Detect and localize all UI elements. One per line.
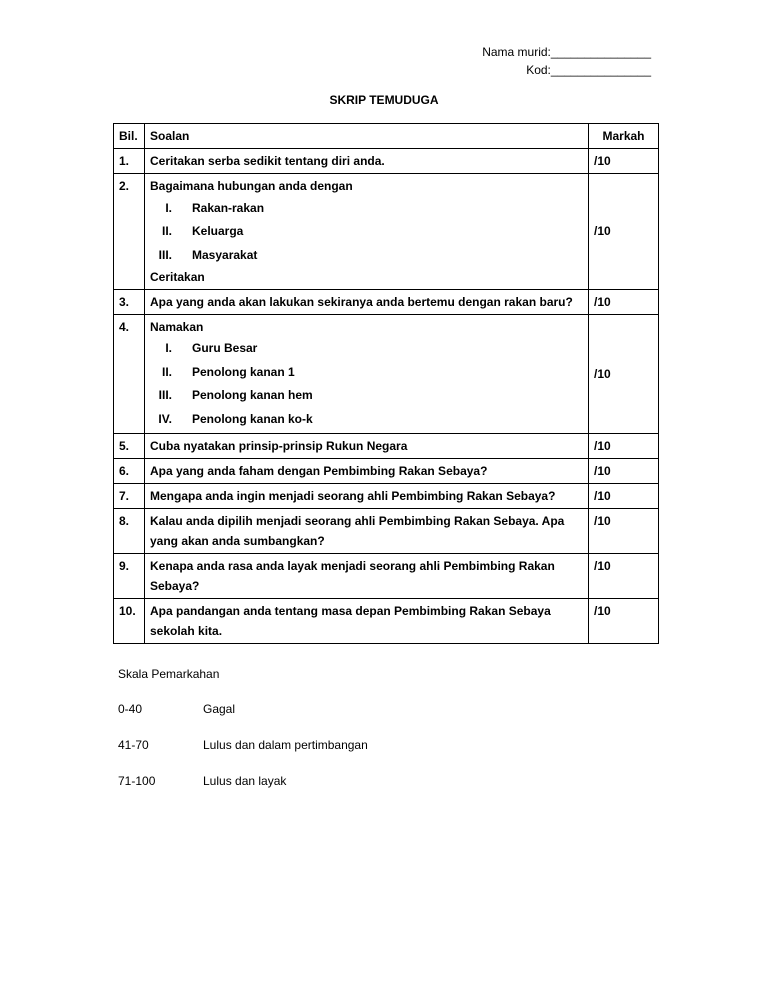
row-number: 6. — [114, 458, 145, 483]
header-markah: Markah — [589, 124, 659, 149]
row-mark: /10 — [589, 598, 659, 643]
scale-range: 71-100 — [118, 774, 156, 788]
row-question: Kenapa anda rasa anda layak menjadi seorang ahli Pembimbing Rakan Sebaya? — [145, 553, 589, 598]
row-number: 7. — [114, 483, 145, 508]
row-number: 8. — [114, 508, 145, 553]
row-number: 1. — [114, 149, 145, 174]
row-number: 5. — [114, 433, 145, 458]
table-row — [114, 598, 659, 643]
table-header-row — [114, 124, 659, 149]
row-question-block — [145, 314, 589, 433]
row-number: 10. — [114, 598, 145, 643]
table-row — [114, 483, 659, 508]
row-mark: /10 — [589, 458, 659, 483]
table-row — [114, 174, 659, 290]
grading-scale-title: Skala Pemarkahan — [118, 667, 220, 681]
sub-item-text: Penolong kanan 1 — [192, 364, 295, 379]
row-question: Kalau anda dipilih menjadi seorang ahli Pembimbing Rakan Sebaya. Apa yang akan anda sumbangkan? — [145, 508, 589, 553]
sub-item-text: Penolong kanan hem — [192, 388, 313, 403]
scale-range: 0-40 — [118, 702, 143, 716]
scale-label: Lulus dan dalam pertimbangan — [203, 738, 368, 752]
scale-label: Gagal — [203, 702, 236, 716]
sub-item-number: II. — [161, 364, 172, 379]
row-question: Apa yang anda akan lakukan sekiranya anda bertemu dengan rakan baru? — [145, 289, 589, 314]
row-question: Apa pandangan anda tentang masa depan Pembimbing Rakan Sebaya sekolah kita. — [145, 598, 589, 643]
sub-item — [150, 407, 583, 431]
scale-row — [118, 702, 368, 738]
row-mark: /10 — [589, 553, 659, 598]
table-row — [114, 508, 659, 553]
scale-row — [118, 738, 368, 774]
sub-item-number: I. — [165, 200, 172, 215]
header-soalan: Soalan — [145, 124, 589, 149]
table-row — [114, 314, 659, 433]
row-question: Bagaimana hubungan anda dengan — [150, 179, 353, 193]
header-bil: Bil. — [114, 124, 145, 149]
sub-item-text: Keluarga — [192, 224, 244, 239]
row-number: 3. — [114, 289, 145, 314]
sub-item-number: III. — [158, 388, 172, 403]
sub-item — [150, 220, 583, 244]
sub-item-number: I. — [165, 341, 172, 356]
table-row — [114, 149, 659, 174]
row-number: 4. — [114, 314, 145, 433]
scale-range: 41-70 — [118, 738, 149, 752]
table-row — [114, 433, 659, 458]
grading-scale — [118, 667, 368, 810]
table-row — [114, 458, 659, 483]
row-mark: /10 — [589, 433, 659, 458]
sub-item-text: Guru Besar — [192, 341, 258, 356]
sub-item-number: IV. — [158, 411, 172, 426]
row-mark: /10 — [589, 174, 659, 290]
scale-row — [118, 774, 368, 810]
row-number: 9. — [114, 553, 145, 598]
row-question: Apa yang anda faham dengan Pembimbing Rakan Sebaya? — [145, 458, 589, 483]
sub-item — [150, 196, 583, 220]
row-number: 2. — [114, 174, 145, 290]
scale-label: Lulus dan layak — [203, 774, 287, 788]
row-question-followup: Ceritakan — [150, 269, 205, 284]
student-code-field: Kod:_______________ — [526, 63, 651, 77]
sub-item-number: II. — [161, 224, 172, 239]
page-title: SKRIP TEMUDUGA — [329, 93, 439, 107]
row-question: Cuba nyatakan prinsip-prinsip Rukun Negara — [145, 433, 589, 458]
sub-item — [150, 337, 583, 361]
student-name-field: Nama murid:_______________ — [482, 45, 651, 59]
row-mark: /10 — [589, 289, 659, 314]
student-info — [482, 43, 651, 79]
table-row — [114, 553, 659, 598]
sub-item-text: Rakan-rakan — [192, 200, 265, 215]
row-question: Ceritakan serba sedikit tentang diri anda. — [145, 149, 589, 174]
row-mark: /10 — [589, 483, 659, 508]
row-question: Namakan — [150, 319, 204, 334]
row-mark: /10 — [589, 314, 659, 433]
row-mark: /10 — [589, 149, 659, 174]
sub-item — [150, 243, 583, 267]
sub-item-text: Masyarakat — [192, 247, 258, 262]
sub-item — [150, 360, 583, 384]
row-question: Mengapa anda ingin menjadi seorang ahli Pembimbing Rakan Sebaya? — [145, 483, 589, 508]
sub-item-text: Penolong kanan ko-k — [192, 411, 313, 426]
sub-item-number: III. — [158, 247, 172, 262]
row-question-block — [145, 174, 589, 290]
table-row — [114, 289, 659, 314]
interview-table — [113, 123, 659, 644]
sub-item — [150, 384, 583, 408]
row-mark: /10 — [589, 508, 659, 553]
